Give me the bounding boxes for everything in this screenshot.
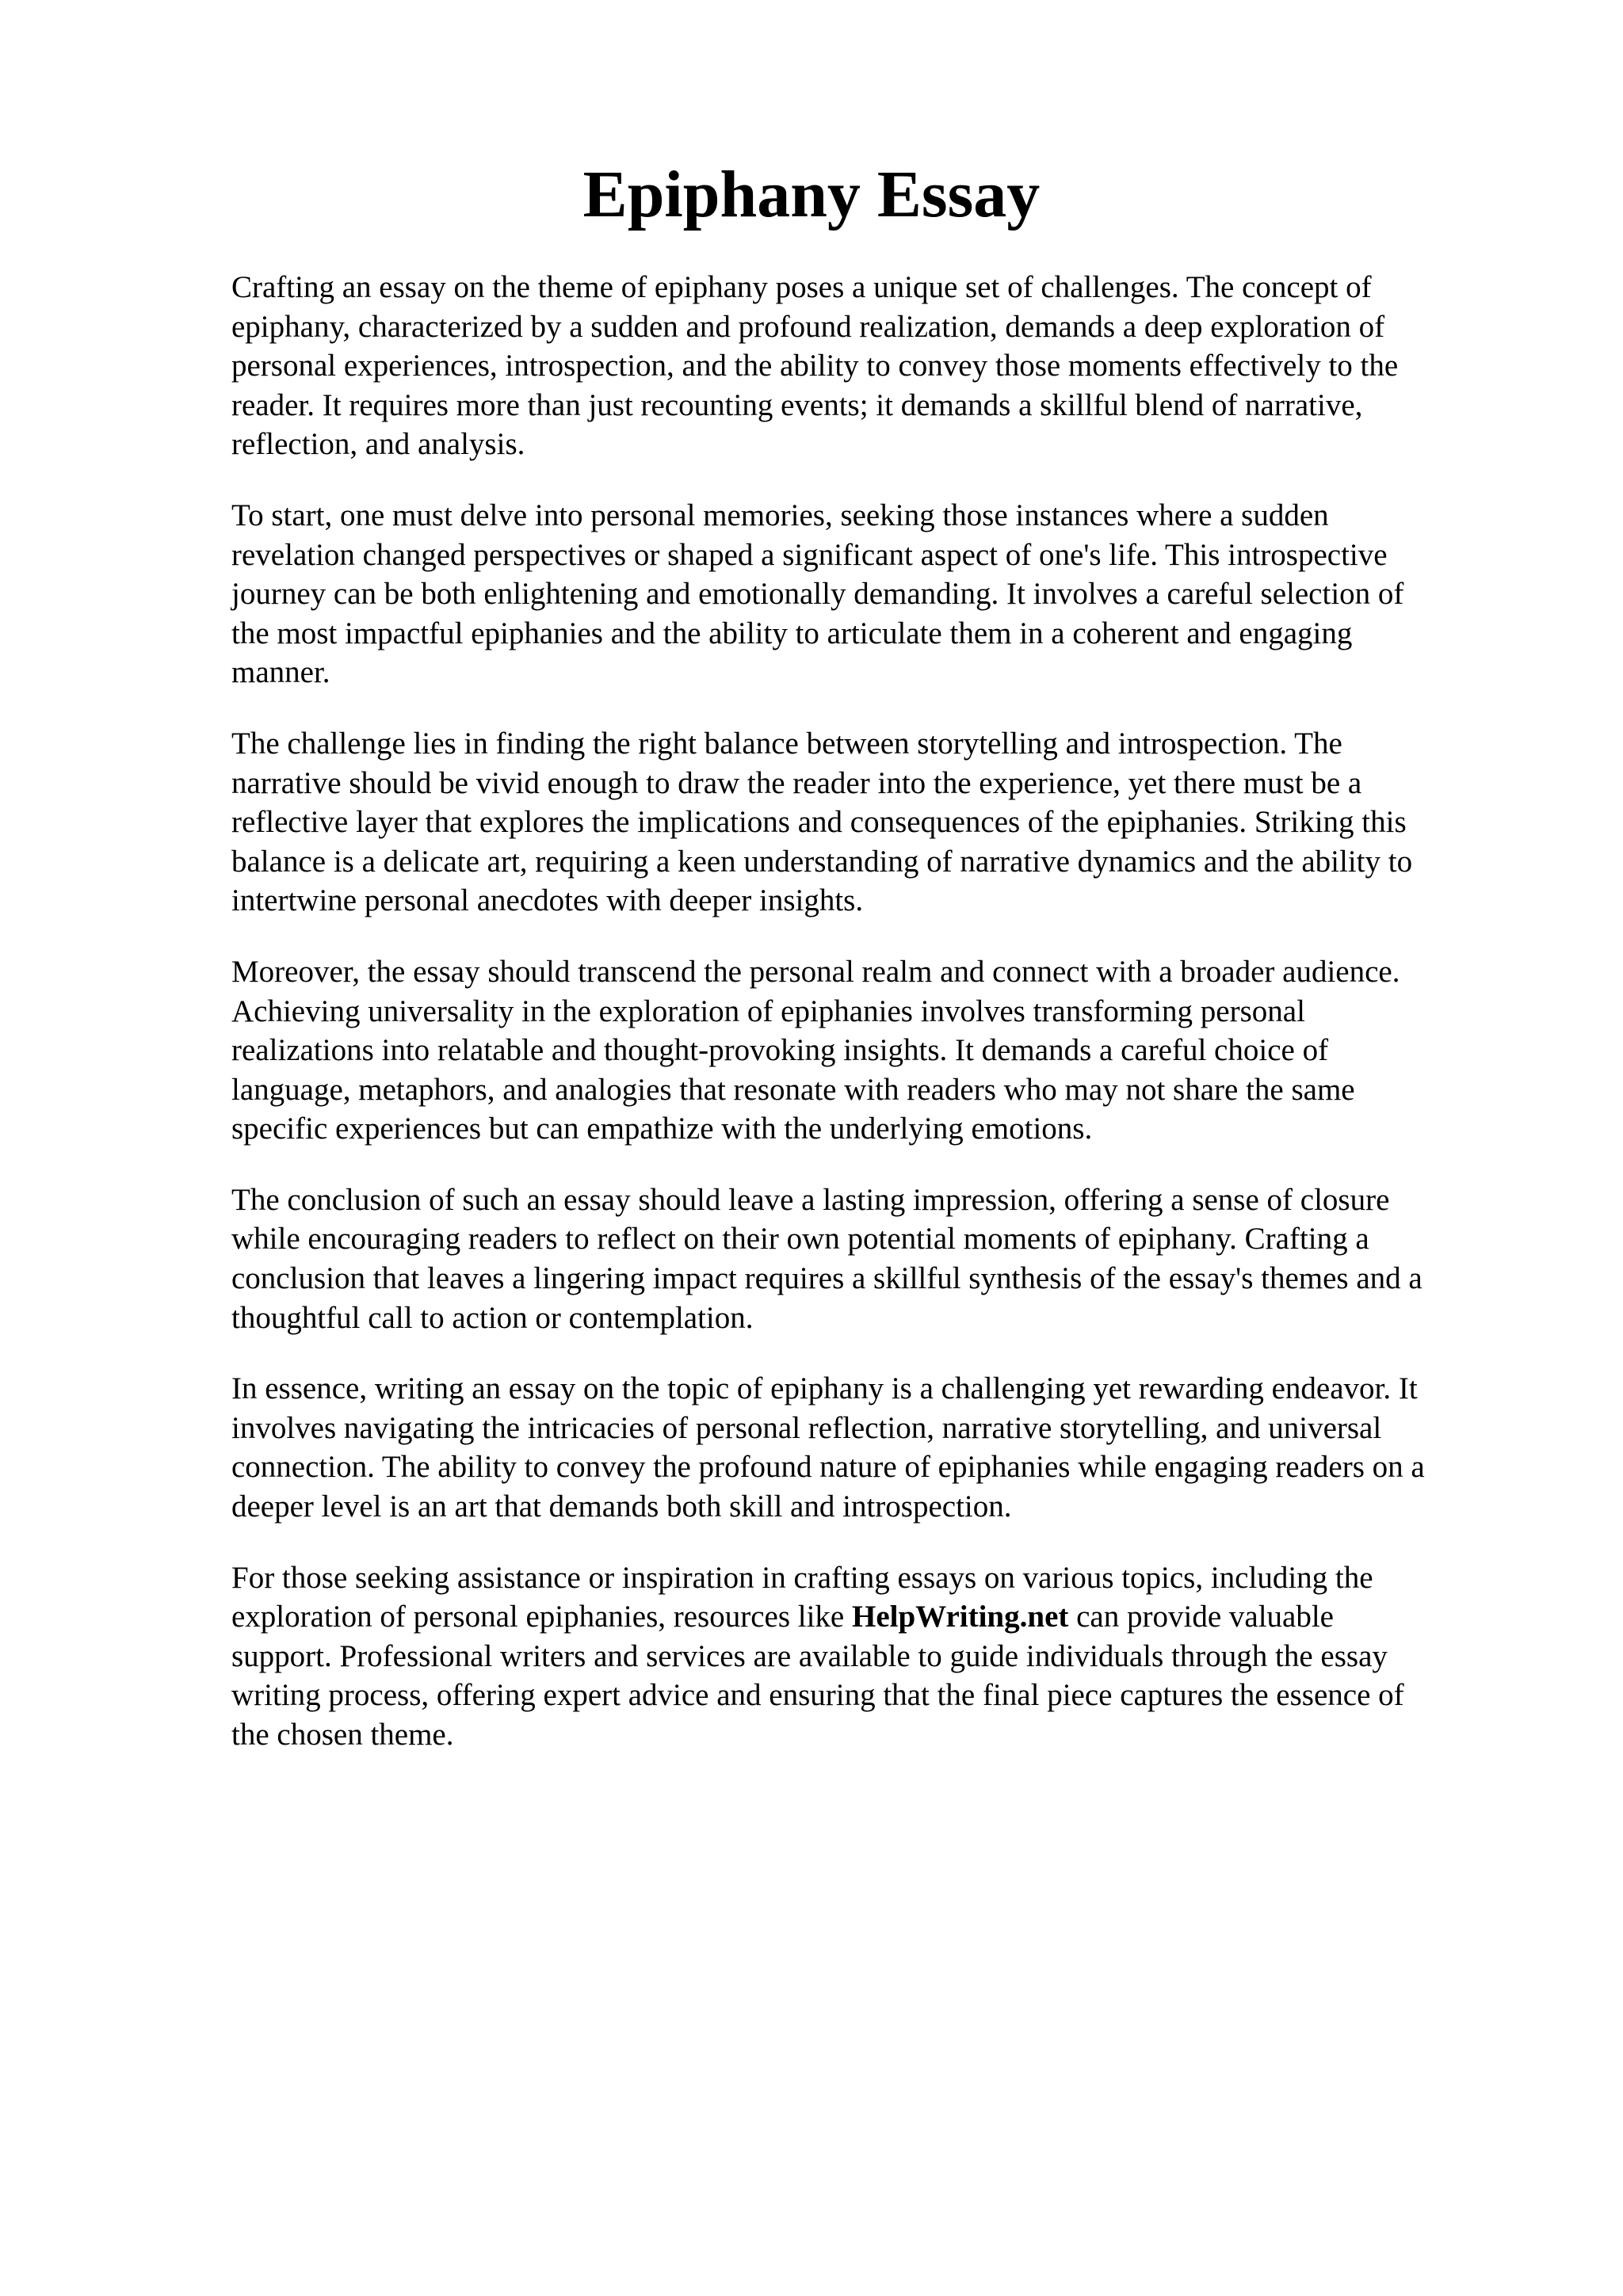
text-line: Moreover, the essay should transcend the personal realm and connect with a broader audience.	[231, 954, 1400, 989]
text-line: epiphany, characterized by a sudden and profound realization, demands a deep exploration of	[231, 309, 1385, 344]
text-line: revelation changed perspectives or shaped a significant aspect of one's life. This introspective	[231, 537, 1388, 572]
text-line: intertwine personal anecdotes with deeper insights.	[231, 883, 864, 918]
text-line: personal experiences, introspection, and the ability to convey those moments effectively to the	[231, 349, 1399, 383]
text-line: language, metaphors, and analogies that resonate with readers who may not share the same	[231, 1072, 1355, 1107]
helpwriting-link[interactable]: HelpWriting.net	[852, 1600, 1069, 1634]
text-line: the most impactful epiphanies and the ability to articulate them in a coherent and engaging	[231, 616, 1353, 650]
text-line: Crafting an essay on the theme of epiphany poses a unique set of challenges. The concept of	[231, 270, 1372, 304]
text-line: support. Professional writers and services are available to guide individuals through the essay	[231, 1638, 1388, 1673]
text-line: Achieving universality in the exploration of epiphanies involves transforming personal	[231, 994, 1305, 1028]
text-line: For those seeking assistance or inspiration in crafting essays on various topics, including the	[231, 1560, 1373, 1595]
text-line: connection. The ability to convey the profound nature of epiphanies while engaging readers on a	[231, 1450, 1425, 1485]
text-line: narrative should be vivid enough to draw the reader into the experience, yet there must be a	[231, 765, 1362, 800]
text-segment: can provide valuable	[1068, 1600, 1334, 1634]
text-line: balance is a delicate art, requiring a keen understanding of narrative dynamics and the ability to	[231, 844, 1413, 879]
text-line: journey can be both enlightening and emotionally demanding. It involves a careful selection of	[231, 577, 1404, 612]
paragraph-2	[231, 496, 1512, 692]
text-line: In essence, writing an essay on the topic of epiphany is a challenging yet rewarding endeavor. It	[231, 1371, 1418, 1406]
essay-body	[231, 268, 1512, 1787]
text-line: conclusion that leaves a lingering impact requires a skillful synthesis of the essay's themes and a	[231, 1261, 1423, 1296]
text-line: while encouraging readers to reflect on their own potential moments of epiphany. Crafting a	[231, 1222, 1369, 1257]
paragraph-6	[231, 1369, 1512, 1526]
text-line-with-link	[231, 1597, 1512, 1637]
text-line: deeper level is an art that demands both skill and introspection.	[231, 1489, 1012, 1524]
text-line: involves navigating the intricacies of personal reflection, narrative storytelling, and universal	[231, 1410, 1382, 1445]
page-title: Epiphany Essay	[582, 158, 1041, 231]
text-line: The challenge lies in finding the right balance between storytelling and introspection. The	[231, 726, 1342, 761]
paragraph-4	[231, 952, 1512, 1149]
text-line: reader. It requires more than just recounting events; it demands a skillful blend of narrative,	[231, 387, 1363, 422]
text-line: thoughtful call to action or contemplation.	[231, 1300, 754, 1335]
text-line: manner.	[231, 655, 330, 690]
paragraph-7	[231, 1558, 1512, 1755]
paragraph-1	[231, 268, 1512, 464]
paragraph-5	[231, 1180, 1512, 1337]
text-line: realizations into relatable and thought-provoking insights. It demands a careful choice of	[231, 1033, 1329, 1068]
text-line: To start, one must delve into personal memories, seeking those instances where a sudden	[231, 498, 1329, 532]
text-line: writing process, offering expert advice and ensuring that the final piece captures the essence of	[231, 1678, 1404, 1713]
text-line: the chosen theme.	[231, 1718, 454, 1752]
paragraph-3	[231, 724, 1512, 921]
text-line: reflective layer that explores the implications and consequences of the epiphanies. Striking this	[231, 805, 1407, 840]
text-line: reflection, and analysis.	[231, 427, 525, 462]
text-segment: exploration of personal epiphanies, resources like	[231, 1600, 852, 1634]
text-line: The conclusion of such an essay should leave a lasting impression, offering a sense of closure	[231, 1182, 1390, 1217]
text-line: specific experiences but can empathize with the underlying emotions.	[231, 1112, 1093, 1146]
